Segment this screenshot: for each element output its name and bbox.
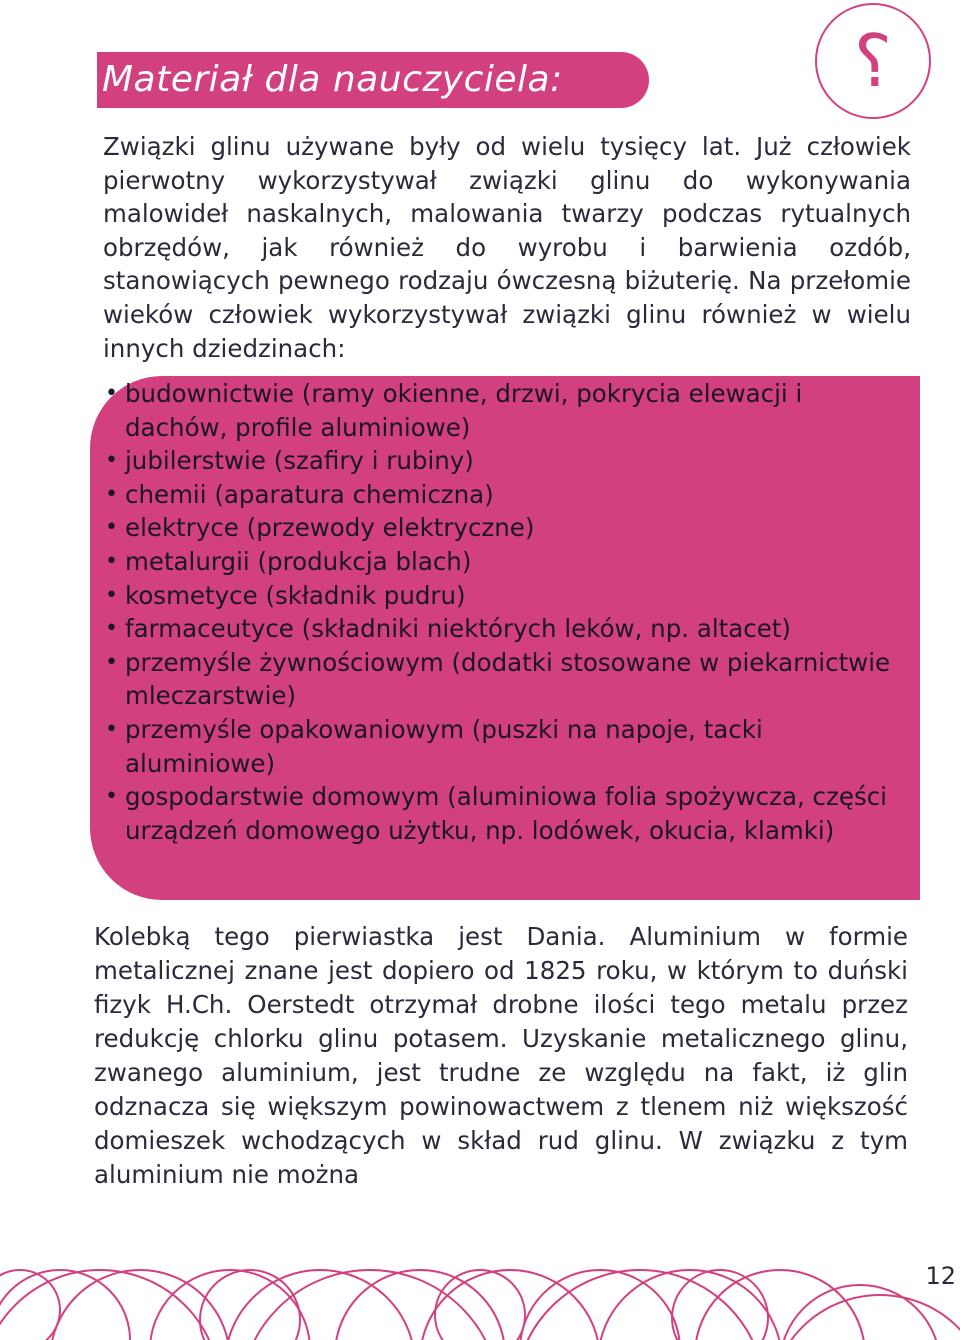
list-item: • elektryce (przewody elektryczne)	[101, 511, 901, 545]
bullet-icon: •	[105, 481, 118, 507]
list-item: • kosmetyce (składnik pudru)	[101, 579, 901, 613]
history-paragraph	[94, 920, 908, 1192]
list-item: • metalurgii (produkcja blach)	[101, 545, 901, 579]
list-item: • farmaceutyce (składniki niektórych leków, np. altacet)	[101, 612, 901, 646]
list-item: • chemii (aparatura chemiczna)	[101, 478, 901, 512]
bullet-icon: •	[105, 548, 118, 574]
bullet-icon: •	[105, 616, 118, 642]
bullet-icon: •	[105, 515, 118, 541]
bullet-icon: •	[105, 381, 118, 406]
list-item: • przemyśle żywnościowym (dodatki stosowane w piekarnictwie mleczarstwie)	[105, 647, 891, 711]
list-item: • jubilerstwie (szafiry i rubiny)	[101, 444, 901, 478]
list-item: • budownictwie (ramy okienne, drzwi, pokrycia elewacji i dachów, profile aluminiowe)	[105, 379, 803, 442]
page-title: Materiał dla nauczyciela:	[102, 59, 563, 100]
decorative-circles	[0, 1190, 960, 1340]
page-number: 12	[925, 1262, 956, 1290]
list-item: • przemyśle opakowaniowym (puszki na napoje, tacki aluminiowe)	[105, 714, 763, 778]
list-item: • gospodarstwie domowym (aluminiowa folia spożywcza, części urządzeń domowego użytku, np. lodówek, okucia, klamki)	[105, 782, 887, 845]
bullet-icon: •	[105, 784, 118, 810]
bullet-icon: •	[105, 582, 118, 608]
intro-text: Związki glinu używane były od wielu tysięcy lat. Już człowiek pierwotny wykorzystywał związki glinu do wykonywania malowideł naskalnych, malowania twarzy podczas rytualnych obrzędów, jak również do wyrobu i barwienia ozdób, stanowiących pewnego rodzaju ówczesną biżuterię. Na przełomie wieków człowiek wykorzystywał związki glinu również w wielu innych dziedzinach:	[103, 132, 911, 363]
intro-paragraph	[103, 130, 911, 365]
bullet-icon: •	[105, 716, 118, 742]
bullet-icon: •	[105, 649, 118, 675]
history-text: Kolebką tego pierwiastka jest Dania. Aluminium w formie metalicznej znane jest dopiero od 1825 roku, w którym to duński fizyk H.Ch. Oerstedt otrzymał drobne ilości tego metalu przez redukcję chlorku glinu potasem. Uzyskanie metalicznego glinu, zwanego aluminium, jest trudne ze względu na fakt, iż glin odznacza się większym powinowactwem z tlenem niż większość domieszek wchodzących w skład rud glinu. W związku z tym aluminium nie można	[94, 922, 908, 1189]
question-mark-icon: ?	[853, 19, 893, 103]
uses-list	[101, 377, 901, 847]
bullet-icon: •	[105, 448, 118, 474]
